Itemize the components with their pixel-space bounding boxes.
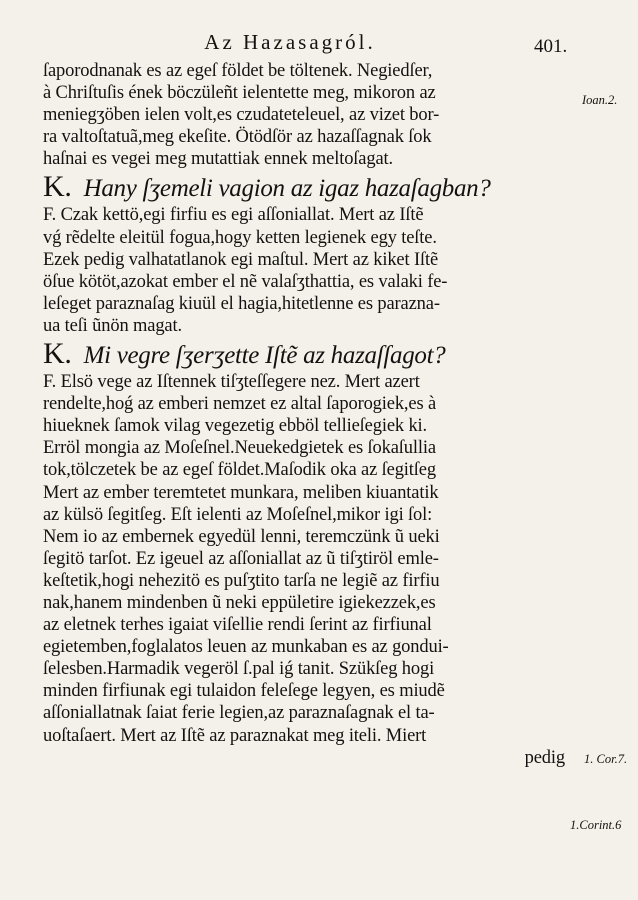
text-line: Ezek pedig valhatatlanok egi maſtul. Mert az kiket Iſtẽ <box>43 249 439 270</box>
page-number: 401. <box>534 36 568 57</box>
text-line: keſtetik,hogi nehezitö es puſʒtito tarſa ne legiẽ az firfiu <box>43 570 440 591</box>
text-line: minden firfiunak egi tulaidon feleſege legyen, es miudẽ <box>43 681 445 702</box>
text-line: egietemben,foglalatos leuen az munkaban es az gondui- <box>43 637 449 658</box>
text-line: à Chriſtuſis ének böczüleñt ielentette meg, mikoron az <box>43 83 436 104</box>
text-line: ua teſi ũnön magat. <box>43 315 182 336</box>
text-line: F. Elsö vege az Iſtennek tiſʒteſſegere nez. Mert azert <box>43 372 420 393</box>
text-line: Nem io az embernek egyedül lenni, teremczünk ũ ueki <box>43 526 440 547</box>
margin-reference-cor: 1. Cor.7. <box>584 752 628 766</box>
text-line: Mert az ember teremtetet munkara, meliben kiuantatik <box>43 482 439 503</box>
text-line: ſaporodnanak es az egeſ földet be töltenek. Negiedſer, <box>43 61 433 81</box>
text-line: az eletnek terhes igaiat viſellie rendi ſerint az firfiunal <box>43 615 432 636</box>
running-head: Az Hazasagról. <box>204 30 376 54</box>
text-line: haſnai es vegei meg mutattiak ennek meltoſagat. <box>43 149 393 170</box>
text-line: Erröl mongia az Moſeſnel.Neuekedgietek es ſokaſullia <box>43 438 436 459</box>
text-line: meniegʒöben ielen volt,es czudateteleuel, az vizet bor- <box>43 105 440 126</box>
text-line: ra valtoſtatuã,meg ekeſite. Ötödſör az hazaſſagnak ſok <box>43 127 432 148</box>
question-heading <box>43 170 575 204</box>
text-line: leſeget paraznaſag kiuül el hagia,hitetlenne es parazna- <box>43 293 440 314</box>
text-line: aſſoniallatnak ſaiat ferie legien,az paraznaſagnak el ta- <box>43 703 435 724</box>
text-line: hiueknek ſamok vilag vegezetig ebböl tellieſegiek ki. <box>43 416 428 437</box>
text-line: nak,hanem mindenben ũ neki eppületire igiekezzek,es <box>43 592 436 613</box>
question-text: Hany ſʒemeli vagion az igaz hazaſagban? <box>83 175 491 203</box>
text-line: F. Czak kettö,egi firfiu es egi aſſoniallat. Mert az Iſtẽ <box>43 205 424 226</box>
margin-reference-ioan: Ioan.2. <box>582 93 618 107</box>
body-text <box>43 60 575 769</box>
text-line: ſelesben.Harmadik vegeröl ſ.pal iǵ tanit. Szükſeg hogi <box>43 659 435 680</box>
text-line: tok,tölczetek be az egeſ földet.Maſodik oka az ſegitſeg <box>43 460 436 481</box>
text-line: vǵ rẽdelte eleitül fogua,hogy ketten legienek egy teſte. <box>43 227 437 248</box>
question-text: Mi vegre ſʒerʒette Iſtẽ az hazaſſagot? <box>83 342 446 370</box>
question-heading <box>43 337 575 371</box>
question-marker: K. <box>43 170 72 204</box>
text-line: öſue kötöt,azokat ember el nẽ valaſʒthattia, es valaki fe- <box>43 271 448 292</box>
text-line: rendelte,hoǵ az emberi nemzet ez altal ſaporogiek,es à <box>43 394 437 415</box>
text-line: az külsö ſegitſeg. Eſt ielenti az Moſeſnel,mikor igi ſol: <box>43 504 433 525</box>
catchword: pedig <box>524 747 565 768</box>
question-marker: K. <box>43 337 72 371</box>
margin-reference-corint: 1.Corint.6 <box>570 818 622 832</box>
text-line: ſegitö tarſot. Ez igeuel az aſſoniallat az ũ tiſʒtiröl emle- <box>43 548 439 569</box>
text-line: uoſtaſaert. Mert az Iſtẽ az paraznakat meg iteli. Miert <box>43 725 427 746</box>
